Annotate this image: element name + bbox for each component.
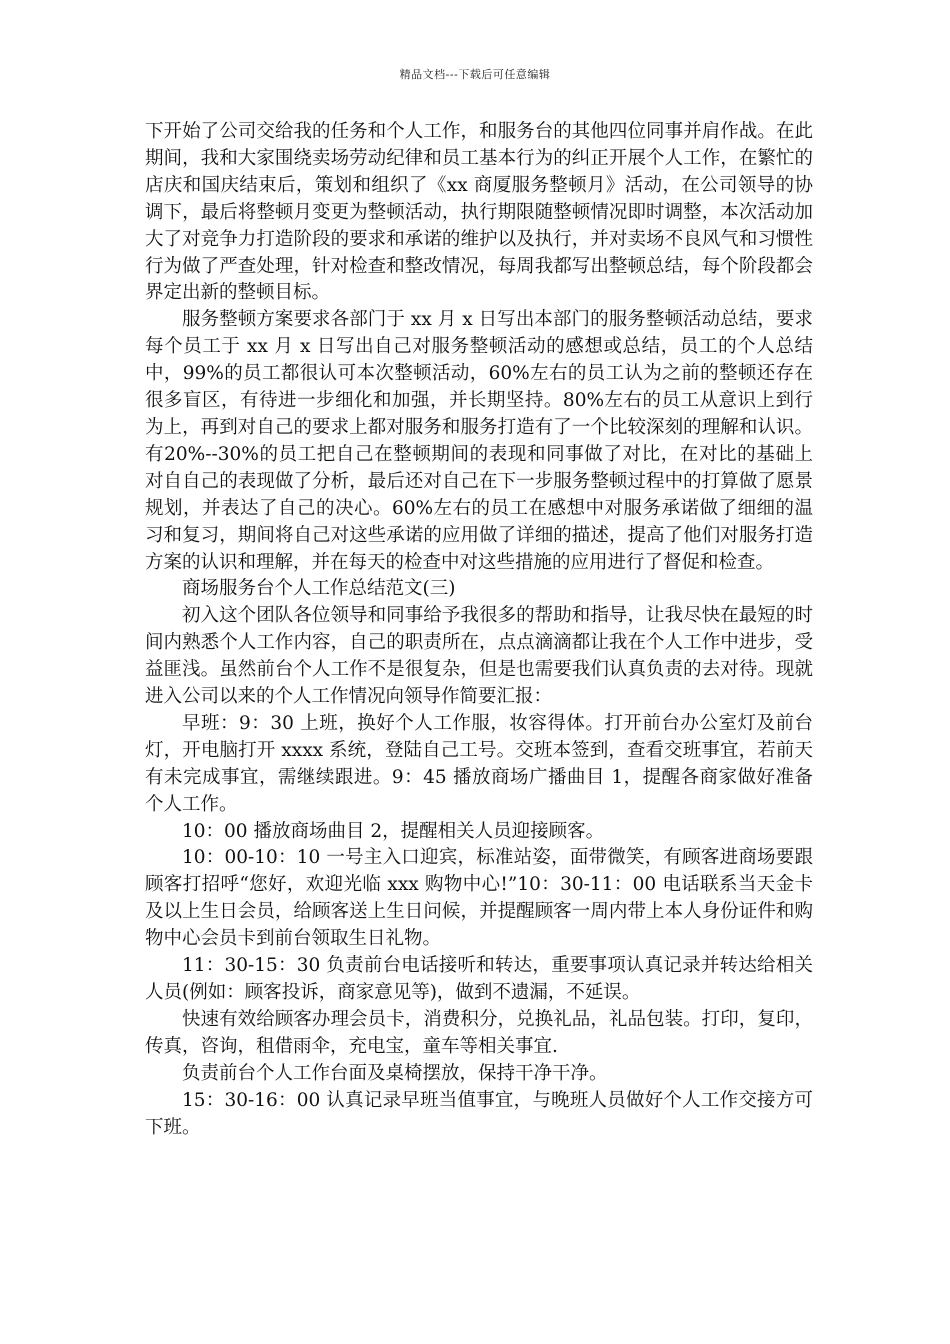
paragraph: 负责前台个人工作台面及桌椅摆放，保持干净干净。 (182, 1062, 608, 1084)
paragraph: 初入这个团队各位领导和同事给予我很多的帮助和指导，让我尽快在最短的时间内熟悉个人工作内容，自己的职责所在，点点滴滴都让我在个人工作中进步，受益匪浅。虽然前台个人工作不是很复杂，但是也需要我们认真负责的去对待。现就进入公司以来的个人工作情况向领导作简要汇报： (145, 605, 813, 708)
paragraph: 11：30-15：30 负责前台电话接听和转达，重要事项认真记录并转达给相关人员(例如：顾客投诉，商家意见等)，做到不遗漏，不延误。 (145, 955, 813, 1003)
section-heading: 商场服务台个人工作总结范文(三) (182, 578, 456, 600)
paragraph: 服务整顿方案要求各部门于 xx 月 x 日写出本部门的服务整顿活动总结，要求每个员工于 xx 月 x 日写出自己对服务整顿活动的感想或总结，员工的个人总结中，99%的员工都很认可本次整顿活动，60%左右的员工认为之前的整顿还存在很多盲区，有待进一步细化和加强，并长期坚持。80%左右的员工从意识上到行为上，再到对自己的要求上都对服务和服务打造有了一个比较深刻的理解和认识。有20%--30%的员工把自己在整顿期间的表现和同事做了对比，在对比的基础上对自自己的表现做了分析，最后还对自己在下一步服务整顿过程中的打算做了愿景规划，并表达了自己的决心。60%左右的员工在感想中对服务承诺做了细细的温习和复习，期间将自己对这些承诺的应用做了详细的描述，提高了他们对服务打造方案的认识和理解，并在每天的检查中对这些措施的应用进行了督促和检查。 (145, 309, 813, 573)
paragraph: 早班：9：30 上班，换好个人工作服，妆容得体。打开前台办公室灯及前台灯，开电脑打开 xxxx 系统，登陆自己工号。交班本签到，查看交班事宜，若前天有未完成事宜，需继续跟进。9：45 播放商场广播曲目 1，提醒各商家做好准备个人工作。 (145, 712, 813, 815)
paragraph: 下开始了公司交给我的任务和个人工作，和服务台的其他四位同事并肩作战。在此期间，我和大家围绕卖场劳动纪律和员工基本行为的纠正开展个人工作，在繁忙的店庆和国庆结束后，策划和组织了《xx 商厦服务整顿月》活动，在公司领导的协调下，最后将整顿月变更为整顿活动，执行期限随整顿情况即时调整，本次活动加大了对竞争力打造阶段的要求和承诺的维护以及执行，并对卖场不良风气和习惯性行为做了严查处理，针对检查和整改情况，每周我都写出整顿总结，每个阶段都会界定出新的整顿目标。 (145, 121, 813, 304)
paragraph: 10：00 播放商场曲目 2，提醒相关人员迎接顾客。 (182, 820, 605, 842)
paragraph: 10：00-10：10 一号主入口迎宾，标准站姿，面带微笑，有顾客进商场要跟顾客打招呼“您好，欢迎光临 xxx 购物中心!”10：30-11：00 电话联系当天金卡及以上生日会员，给顾客送上生日问候，并提醒顾客一周内带上本人身份证件和购物中心会员卡到前台领取生日礼物。 (145, 847, 813, 950)
paragraph: 快速有效给顾客办理会员卡，消费积分，兑换礼品，礼品包装。打印，复印，传真，咨询，租借雨伞，充电宝，童车等相关事宜. (145, 1008, 813, 1057)
paragraph: 15：30-16：00 认真记录早班当值事宜，与晚班人员做好个人工作交接方可下班。 (145, 1089, 813, 1138)
document-body (145, 119, 813, 1141)
page-header: 精品文档---下载后可任意编辑 (399, 68, 551, 81)
